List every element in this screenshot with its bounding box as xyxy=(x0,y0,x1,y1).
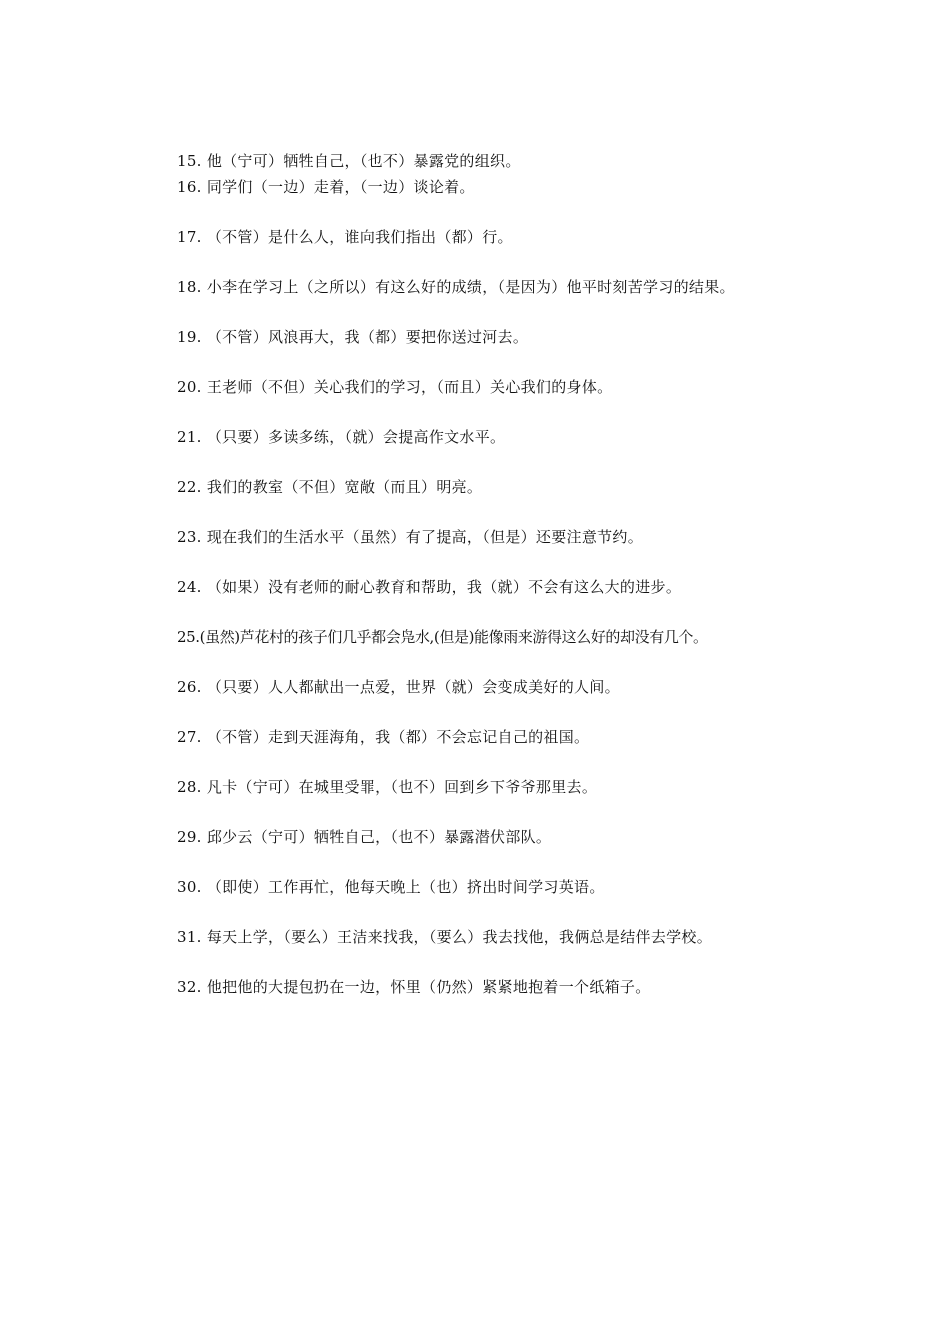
list-item: 22. 我们的教室（不但）宽敞（而且）明亮。 xyxy=(177,478,483,496)
list-item: 15. 他（宁可）牺牲自己，（也不）暴露党的组织。 xyxy=(177,152,521,170)
list-item: 29. 邱少云（宁可）牺牲自己，（也不）暴露潜伏部队。 xyxy=(177,828,552,846)
list-item: 17. （不管）是什么人，谁向我们指出（都）行。 xyxy=(177,228,513,246)
list-item: 31. 每天上学，（要么）王洁来找我，（要么）我去找他，我俩总是结伴去学校。 xyxy=(177,928,713,946)
list-item: 28. 凡卡（宁可）在城里受罪，（也不）回到乡下爷爷那里去。 xyxy=(177,778,598,796)
list-item: 23. 现在我们的生活水平（虽然）有了提高，（但是）还要注意节约。 xyxy=(177,528,644,546)
list-item: 16. 同学们（一边）走着，（一边）谈论着。 xyxy=(177,178,475,196)
list-item: 27. （不管）走到天涯海角，我（都）不会忘记自己的祖国。 xyxy=(177,728,590,746)
list-item: 20. 王老师（不但）关心我们的学习，（而且）关心我们的身体。 xyxy=(177,378,613,396)
list-item: 19. （不管）风浪再大，我（都）要把你送过河去。 xyxy=(177,328,529,346)
list-item: 25.(虽然)芦花村的孩子们几乎都会凫水,(但是)能像雨来游得这么好的却没有几个。 xyxy=(177,628,708,646)
list-item: 21. （只要）多读多练，（就）会提高作文水平。 xyxy=(177,428,506,446)
list-item: 26. （只要）人人都献出一点爱，世界（就）会变成美好的人间。 xyxy=(177,678,620,696)
list-item: 32. 他把他的大提包扔在一边，怀里（仍然）紧紧地抱着一个纸箱子。 xyxy=(177,978,651,996)
exercise-list xyxy=(177,150,877,998)
list-item: 18. 小李在学习上（之所以）有这么好的成绩，（是因为）他平时刻苦学习的结果。 xyxy=(177,278,735,296)
list-item: 24. （如果）没有老师的耐心教育和帮助，我（就）不会有这么大的进步。 xyxy=(177,578,682,596)
list-item: 30. （即使）工作再忙，他每天晚上（也）挤出时间学习英语。 xyxy=(177,878,605,896)
